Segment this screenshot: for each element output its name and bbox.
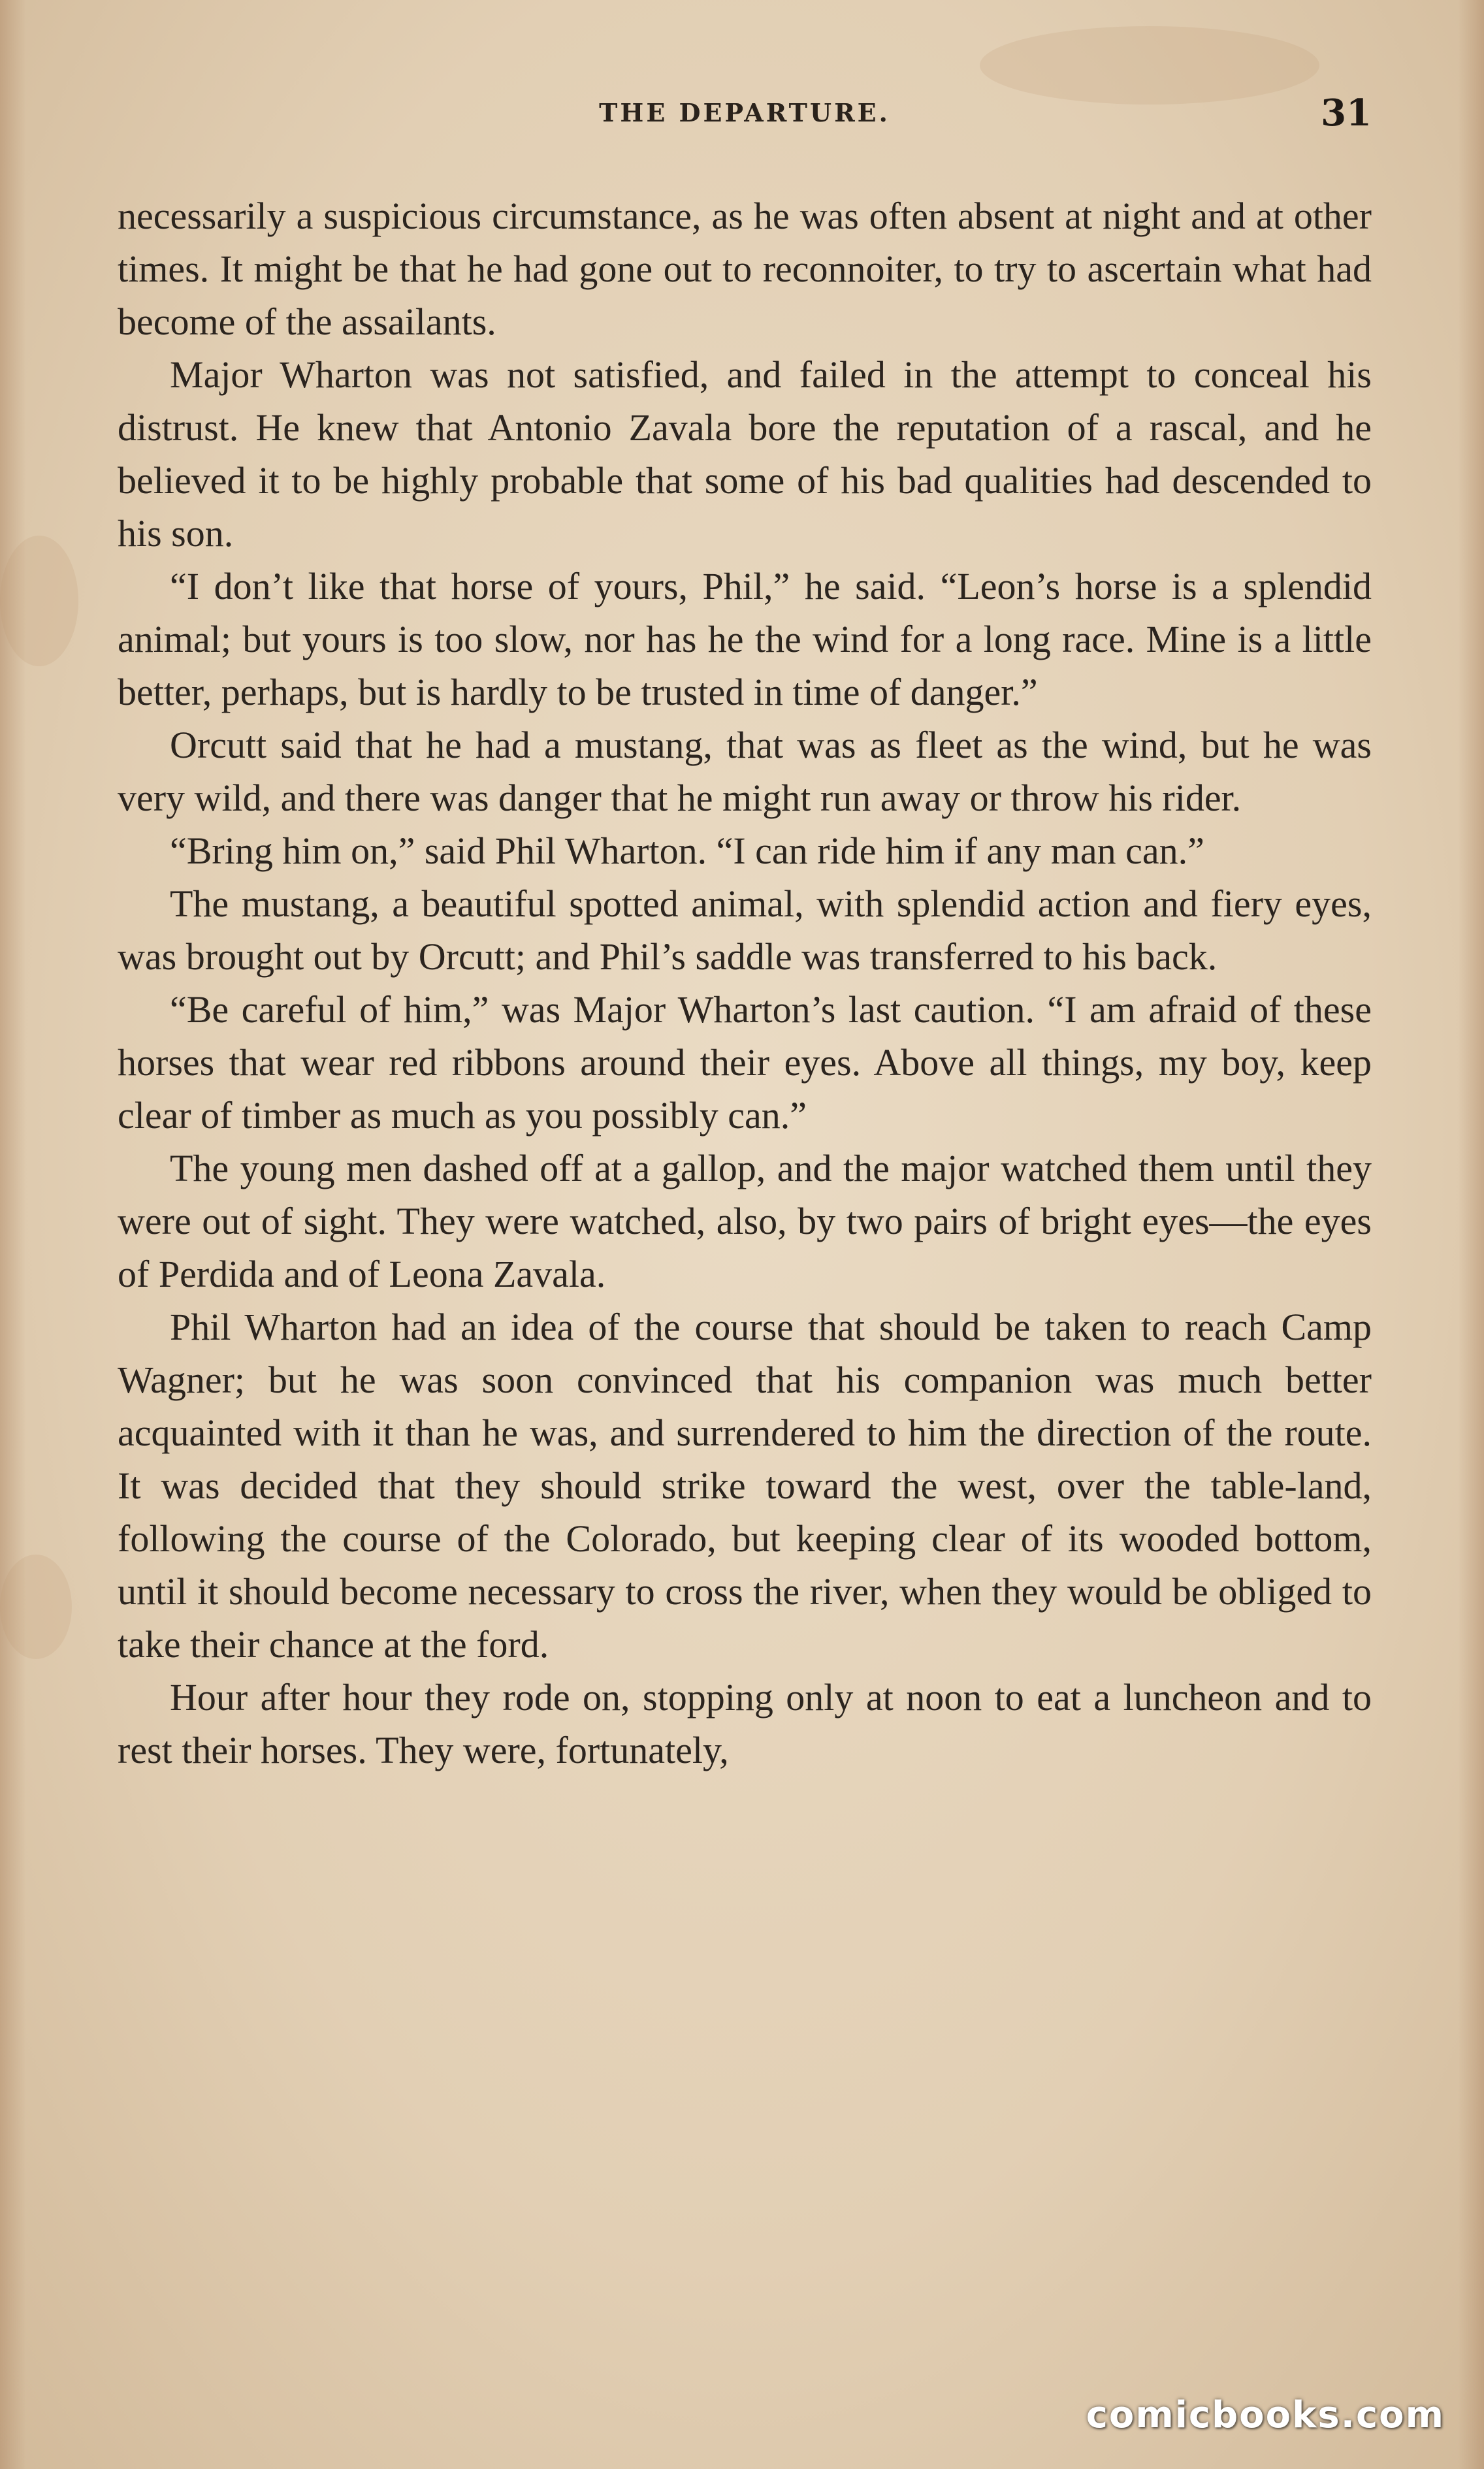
- paragraph: “I don’t like that horse of yours, Phil,” he said. “Leon’s horse is a splendid animal; but yours is too slow, nor has he the wind for a long race. Mine is a little better, perhaps, but is hardly to be trusted in time of danger.”: [118, 565, 1372, 713]
- chapter-title: THE DEPARTURE.: [599, 98, 890, 127]
- paragraph: Phil Wharton had an idea of the course that should be taken to reach Camp Wagner; but he was soon convinced that his companion was much better acquainted with it than he was, and surrendered to him the direction of the route. It was decided that they should strike toward the west, over the table-land, following the course of the Colorado, but keeping clear of its wooded bottom, until it should become necessary to cross the river, when they would be obliged to take their chance at the ford.: [118, 1306, 1372, 1666]
- page-edge-left: [0, 0, 26, 2469]
- running-head: [118, 91, 1372, 144]
- paragraph: The young men dashed off at a gallop, and the major watched them until they were out of sight. They were watched, also, by two pairs of bright eyes—the eyes of Perdida and of Leona Zavala.: [118, 1147, 1372, 1295]
- paragraph: “Be careful of him,” was Major Wharton’s last caution. “I am afraid of these horses that wear red ribbons around their eyes. Above all things, my boy, keep clear of timber as much as you possibly can.”: [118, 988, 1372, 1137]
- site-watermark: comicbooks.com: [1086, 2394, 1445, 2436]
- page-number: 31: [1321, 91, 1372, 135]
- paragraph: “Bring him on,” said Phil Wharton. “I can ride him if any man can.”: [170, 830, 1204, 872]
- page-edge-right: [1458, 0, 1484, 2469]
- paragraph: Orcutt said that he had a mustang, that was as fleet as the wind, but he was very wild, and there was danger that he might run away or throw his rider.: [118, 724, 1372, 819]
- paper-stain: [0, 1555, 72, 1659]
- body-text: [118, 189, 1372, 1777]
- paper-stain: [0, 536, 78, 666]
- paragraph: The mustang, a beautiful spotted animal, with splendid action and fiery eyes, was brought out by Orcutt; and Phil’s saddle was transferred to his back.: [118, 882, 1372, 978]
- paragraph: Hour after hour they rode on, stopping only at noon to eat a luncheon and to rest their horses. They were, fortunately,: [118, 1676, 1372, 1771]
- paragraph: necessarily a suspicious circumstance, as he was often absent at night and at other times. It might be that he had gone out to reconnoiter, to try to ascertain what had become of the assailants.: [118, 195, 1372, 343]
- paragraph: Major Wharton was not satisfied, and failed in the attempt to conceal his distrust. He knew that Antonio Zavala bore the reputation of a rascal, and he believed it to be highly probable that some of his bad qualities had descended to his son.: [118, 353, 1372, 555]
